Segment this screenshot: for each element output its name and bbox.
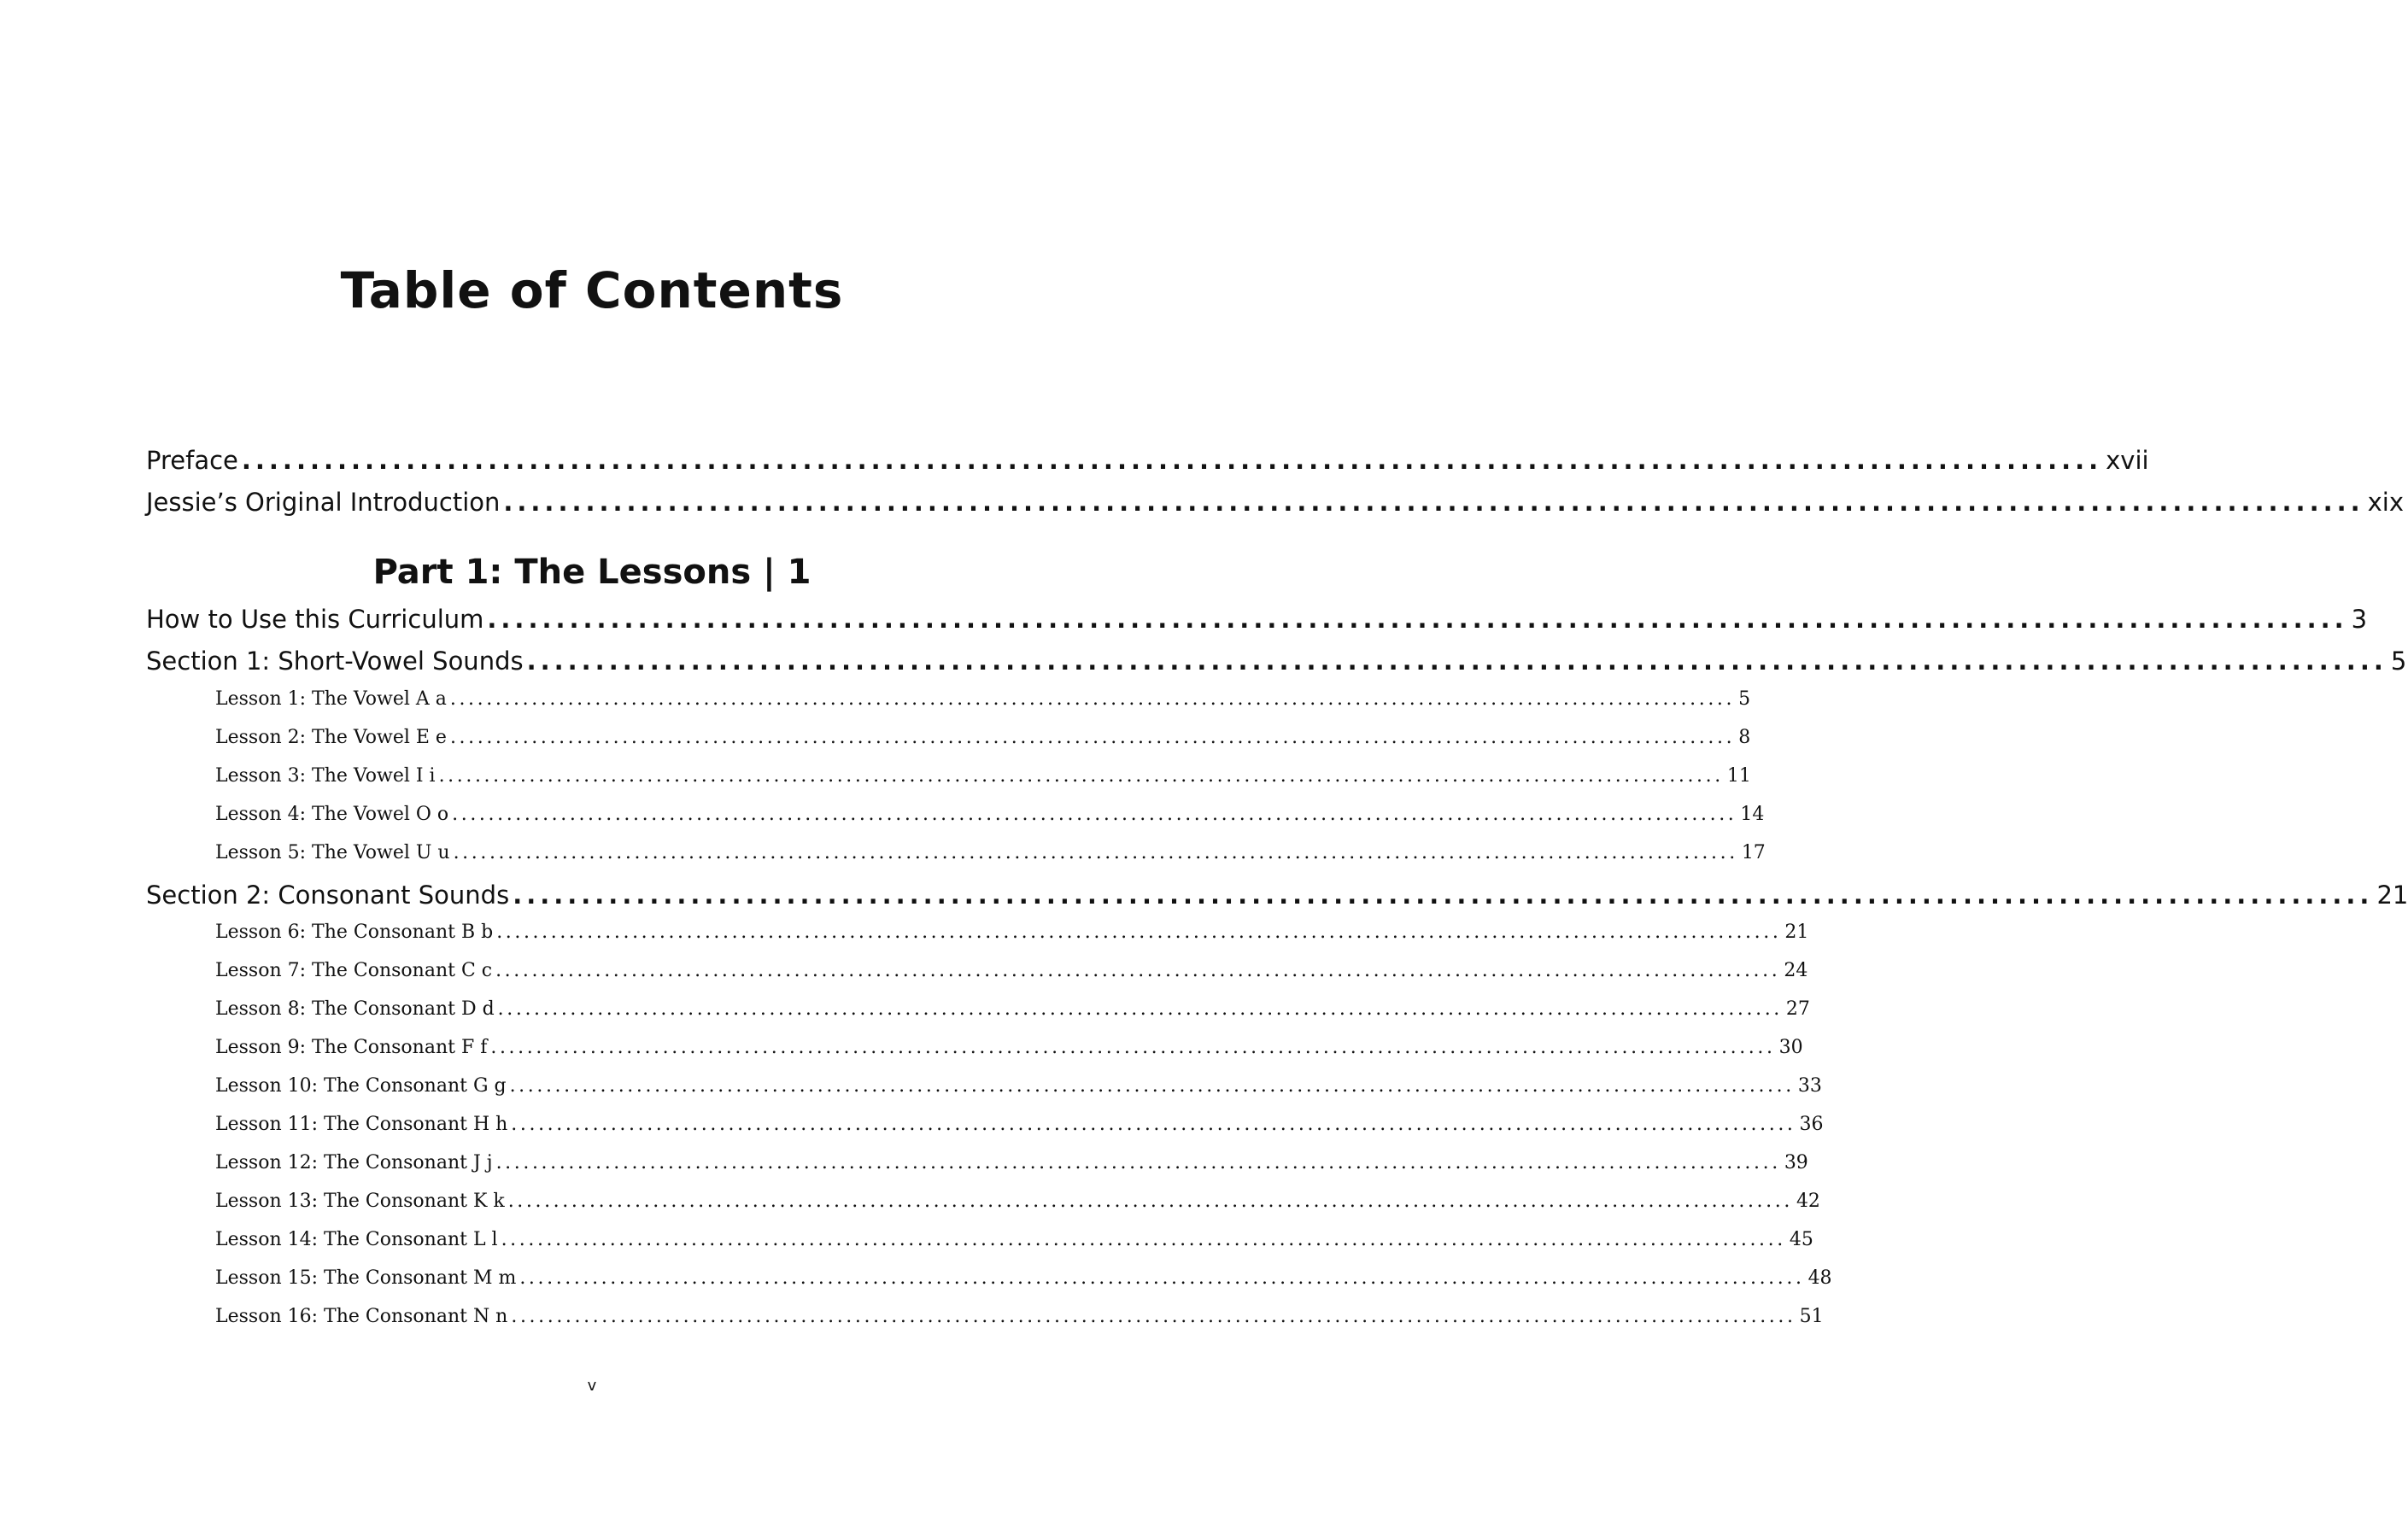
toc-entry-lesson-2[interactable] bbox=[215, 724, 1751, 752]
toc-entry-label: Lesson 7: The Consonant C c bbox=[215, 960, 493, 981]
dot-leader: .............................................................................................................................................. bbox=[519, 1267, 1805, 1289]
dot-leader: .............................................................................................................................................. bbox=[438, 765, 1724, 787]
toc-entry-label: How to Use this Curriculum bbox=[146, 605, 484, 634]
toc-entry-lesson-8[interactable] bbox=[215, 996, 1810, 1023]
toc-entry-label: Lesson 9: The Consonant F f bbox=[215, 1037, 488, 1058]
toc-entry-lesson-14[interactable] bbox=[215, 1226, 1813, 1254]
toc-entry-lesson-10[interactable] bbox=[215, 1073, 1822, 1100]
toc-entry-lesson-1[interactable] bbox=[215, 686, 1751, 713]
toc-entry-lesson-16[interactable] bbox=[215, 1303, 1824, 1331]
dot-leader: .............................................................................................................................................. bbox=[452, 804, 1737, 825]
toc-entry-page: 14 bbox=[1740, 804, 1765, 825]
toc-entry-page: 21 bbox=[1784, 922, 1809, 943]
toc-entry-lesson-6[interactable] bbox=[215, 919, 1809, 946]
dot-leader: .............................................................................................................................................. bbox=[495, 960, 1781, 981]
dot-leader: .............................................................................................................................................. bbox=[511, 1306, 1796, 1327]
toc-entry-label: Lesson 12: The Consonant J j bbox=[215, 1152, 493, 1173]
toc-entry-page: xix bbox=[2367, 488, 2405, 517]
toc-entry-page: 5 bbox=[1738, 688, 1751, 710]
toc-entry-page: 48 bbox=[1807, 1267, 1832, 1289]
toc-entry-page: 51 bbox=[1799, 1306, 1824, 1327]
toc-entry-lesson-4[interactable] bbox=[215, 801, 1765, 828]
dot-leader: .............................................................................................................................................. bbox=[453, 842, 1738, 863]
dot-leader: .............................................................................................................................................. bbox=[507, 1191, 1793, 1212]
toc-entry-lesson-7[interactable] bbox=[215, 957, 1808, 985]
dot-leader: ........................................................................................................................................ bbox=[513, 881, 2374, 910]
dot-leader: ........................................................................................................................................ bbox=[241, 446, 2103, 475]
dot-leader: .............................................................................................................................................. bbox=[501, 1229, 1786, 1250]
toc-entry-page: 17 bbox=[1741, 842, 1766, 863]
toc-entry-label: Lesson 3: The Vowel I i bbox=[215, 765, 436, 787]
toc-entry-label: Lesson 13: The Consonant K k bbox=[215, 1191, 505, 1212]
dot-leader: .............................................................................................................................................. bbox=[449, 688, 1736, 710]
toc-entry-page: 27 bbox=[1785, 998, 1810, 1020]
toc-entry-page: 24 bbox=[1784, 960, 1808, 981]
dot-leader: .............................................................................................................................................. bbox=[496, 922, 1782, 943]
toc-entry-page: 42 bbox=[1796, 1191, 1820, 1212]
toc-entry-label: Lesson 11: The Consonant H h bbox=[215, 1114, 508, 1135]
toc-entry-lesson-3[interactable] bbox=[215, 763, 1751, 790]
dot-leader: .............................................................................................................................................. bbox=[511, 1114, 1796, 1135]
toc-entry-page: 45 bbox=[1789, 1229, 1813, 1250]
toc-entry-lesson-5[interactable] bbox=[215, 840, 1766, 867]
toc-entry-section-1[interactable] bbox=[146, 644, 2407, 678]
toc-entry-page: 21 bbox=[2376, 881, 2408, 910]
toc-entry-page: 11 bbox=[1726, 765, 1751, 787]
toc-entry-lesson-11[interactable] bbox=[215, 1111, 1824, 1138]
toc-entry-page: 30 bbox=[1778, 1037, 1803, 1058]
toc-entry-page: 39 bbox=[1784, 1152, 1808, 1173]
dot-leader: ........................................................................................................................................ bbox=[503, 488, 2364, 517]
toc-entry-page: 36 bbox=[1799, 1114, 1824, 1135]
toc-entry-label: Lesson 5: The Vowel U u bbox=[215, 842, 450, 863]
toc-entry-label: Lesson 4: The Vowel O o bbox=[215, 804, 449, 825]
toc-entry-label: Preface bbox=[146, 446, 238, 475]
toc-entry-label: Lesson 10: The Consonant G g bbox=[215, 1075, 507, 1097]
dot-leader: ........................................................................................................................................ bbox=[487, 605, 2348, 634]
toc-entry-label: Lesson 15: The Consonant M m bbox=[215, 1267, 517, 1289]
toc-entry-lesson-12[interactable] bbox=[215, 1150, 1808, 1177]
toc-entry-label: Lesson 2: The Vowel E e bbox=[215, 727, 447, 748]
toc-entry-label: Lesson 14: The Consonant L l bbox=[215, 1229, 498, 1250]
toc-entry-label: Jessie’s Original Introduction bbox=[146, 488, 501, 517]
toc-entry-label: Lesson 6: The Consonant B b bbox=[215, 922, 494, 943]
dot-leader: .............................................................................................................................................. bbox=[495, 1152, 1781, 1173]
page-number: v bbox=[587, 1377, 597, 1395]
page-title: Table of Contents bbox=[340, 261, 844, 319]
dot-leader: .............................................................................................................................................. bbox=[497, 998, 1783, 1020]
toc-entry-label: Lesson 8: The Consonant D d bbox=[215, 998, 495, 1020]
dot-leader: ........................................................................................................................................ bbox=[526, 647, 2387, 676]
toc-entry-label: Lesson 1: The Vowel A a bbox=[215, 688, 447, 710]
dot-leader: .............................................................................................................................................. bbox=[449, 727, 1736, 748]
toc-entry-lesson-9[interactable] bbox=[215, 1034, 1803, 1062]
toc-entry-page: 33 bbox=[1797, 1075, 1822, 1097]
toc-entry-label: Section 2: Consonant Sounds bbox=[146, 881, 510, 910]
toc-entry-label: Lesson 16: The Consonant N n bbox=[215, 1306, 508, 1327]
toc-entry-page: 8 bbox=[1738, 727, 1751, 748]
part-heading: Part 1: The Lessons | 1 bbox=[372, 553, 811, 592]
toc-entry-section-2[interactable] bbox=[146, 878, 2408, 912]
toc-entry-label: Section 1: Short-Vowel Sounds bbox=[146, 647, 524, 676]
toc-entry-lesson-15[interactable] bbox=[215, 1265, 1832, 1292]
toc-entry-lesson-13[interactable] bbox=[215, 1188, 1820, 1215]
toc-entry-how-to-use[interactable] bbox=[146, 602, 2368, 636]
toc-entry-page: 3 bbox=[2351, 605, 2368, 634]
dot-leader: .............................................................................................................................................. bbox=[509, 1075, 1795, 1097]
toc-entry-page: xvii bbox=[2106, 446, 2149, 475]
dot-leader: .............................................................................................................................................. bbox=[490, 1037, 1776, 1058]
toc-entry-page: 5 bbox=[2390, 647, 2407, 676]
